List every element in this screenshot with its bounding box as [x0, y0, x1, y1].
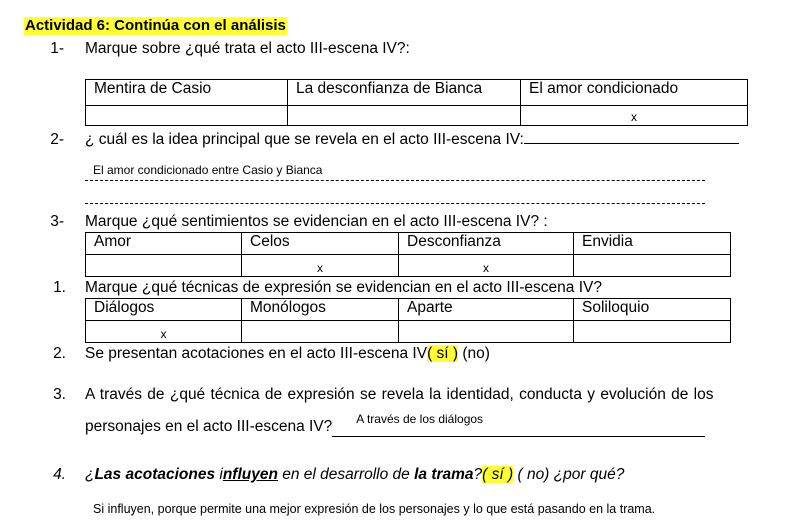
- q3-mark-4[interactable]: [574, 255, 731, 277]
- q4-option-2: Monólogos: [242, 299, 399, 321]
- q6-line-1: A través de ¿qué técnica de expresión se revela la identidad, conducta y evolución de los: [85, 386, 714, 403]
- q4-option-3: Aparte: [399, 299, 574, 321]
- q7-bold-subject: Las acotaciones: [94, 466, 216, 483]
- q2-blank-line: [524, 143, 739, 144]
- q3-table: [85, 232, 731, 277]
- q7-answer[interactable]: Si influyen, porque permite una mejor expresión de los personajes y lo que está pasando en la trama.: [93, 502, 656, 516]
- q1-number: 1-: [50, 40, 64, 57]
- q4-mark-4[interactable]: [574, 321, 731, 343]
- q4-option-1: Diálogos: [86, 299, 242, 321]
- q3-mark-1[interactable]: [86, 255, 242, 277]
- q5-text: [85, 345, 490, 363]
- q7-open-question: ¿: [85, 466, 95, 483]
- q7-bold-verb: nfluyen: [222, 466, 278, 483]
- q2-number: 2-: [50, 131, 64, 148]
- q6-number: 3.: [53, 386, 66, 403]
- q6-answer-line: [332, 412, 705, 437]
- q7-middle: en el desarrollo de: [277, 466, 415, 483]
- q1-mark-2[interactable]: [288, 106, 521, 126]
- q1-option-1: Mentira de Casio: [86, 80, 288, 106]
- q1-option-2: La desconfianza de Bianca: [288, 80, 521, 106]
- q2-text: [85, 131, 739, 149]
- q3-option-4: Envidia: [574, 233, 731, 255]
- q2-answer-line-2: [85, 203, 705, 204]
- q1-mark-1[interactable]: [86, 106, 288, 126]
- q7-rest: ( no) ¿por qué?: [513, 466, 625, 483]
- q4-mark-3[interactable]: [399, 321, 574, 343]
- q6-answer[interactable]: A través de los diálogos: [356, 412, 484, 426]
- q7-text: [85, 466, 624, 484]
- q2-answer-line-1: [85, 180, 705, 181]
- q5-yes-answer[interactable]: ( sí ): [427, 345, 459, 362]
- q7-yes-answer[interactable]: ( sí ): [482, 466, 514, 483]
- q4-table: [85, 298, 731, 343]
- page-title: Actividad 6: Continúa con el análisis: [25, 17, 286, 34]
- q3-number: 3-: [50, 213, 64, 230]
- q6-line-2: [85, 412, 705, 437]
- q1-mark-3[interactable]: x: [521, 106, 748, 126]
- q7-number: 4.: [53, 466, 66, 483]
- q7-bold-object: la trama: [414, 466, 474, 483]
- q4-number: 1.: [53, 279, 66, 296]
- q2-answer[interactable]: El amor condicionado entre Casio y Bianca: [93, 163, 323, 177]
- q7-prefix: i: [215, 466, 223, 483]
- q4-mark-2[interactable]: [242, 321, 399, 343]
- q4-text: Marque ¿qué técnicas de expresión se evidencian en el acto III-escena IV?: [85, 279, 602, 296]
- q3-option-3: Desconfianza: [399, 233, 574, 255]
- q3-mark-3[interactable]: x: [399, 255, 574, 277]
- q7-question-mark: ?: [473, 466, 483, 483]
- q2-text-label: ¿ cuál es la idea principal que se revela en el acto III-escena IV:: [85, 131, 524, 148]
- q4-mark-1[interactable]: x: [86, 321, 242, 343]
- q1-table: [85, 79, 748, 126]
- q3-option-2: Celos: [242, 233, 399, 255]
- q3-option-1: Amor: [86, 233, 242, 255]
- q3-mark-2[interactable]: x: [242, 255, 399, 277]
- q4-option-4: Soliloquio: [574, 299, 731, 321]
- q5-no-option[interactable]: (no): [462, 345, 490, 362]
- q3-text: Marque ¿qué sentimientos se evidencian en el acto III-escena IV? :: [85, 213, 548, 230]
- q5-number: 2.: [53, 345, 66, 362]
- q5-question: Se presentan acotaciones en el acto III-escena IV: [85, 345, 428, 362]
- q1-option-3: El amor condicionado: [521, 80, 748, 106]
- q1-text: Marque sobre ¿qué trata el acto III-escena IV?:: [85, 40, 410, 57]
- q6-line-2-text: personajes en el acto III-escena IV?: [85, 418, 333, 435]
